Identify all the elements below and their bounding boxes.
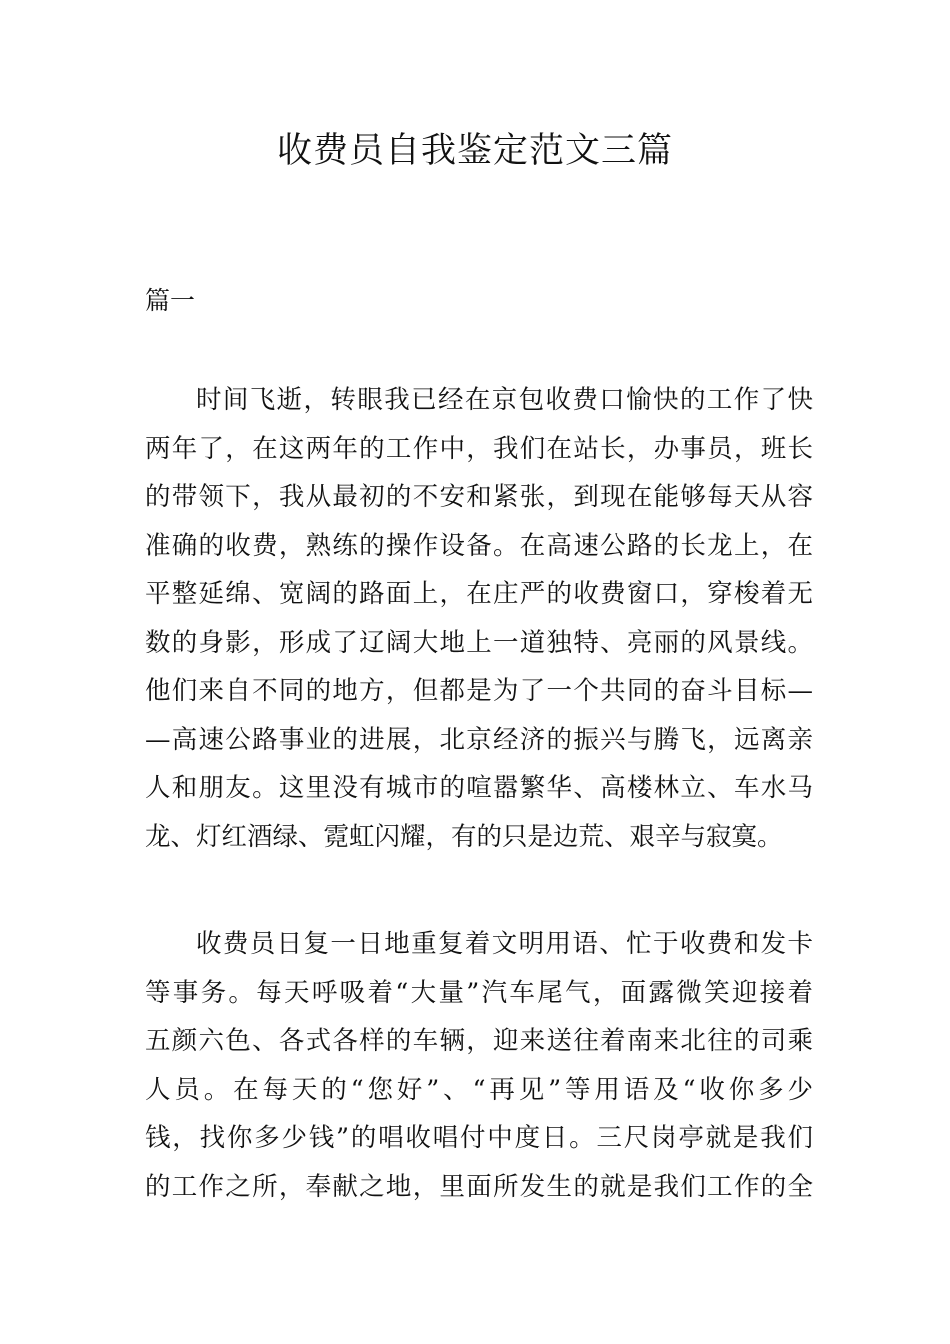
paragraph-line: 收费员日复一日地重复着文明用语、忙于收费和发卡 (196, 929, 813, 959)
section-heading: 篇一 (145, 286, 196, 315)
paragraph-line: 他们来自不同的地方，但都是为了一个共同的奋斗目标— (145, 676, 813, 706)
paragraph-line: 准确的收费，熟练的操作设备。在高速公路的长龙上，在 (145, 530, 813, 561)
paragraph-line: 五颜六色、各式各样的车辆，迎来送往着南来北往的司乘 (145, 1026, 813, 1056)
paragraph-line: —高速公路事业的进展，北京经济的振兴与腾飞，远离亲 (145, 724, 813, 755)
paragraph-line: 数的身影，形成了辽阔大地上一道独特、亮丽的风景线。 (145, 627, 813, 658)
paragraph-line: 平整延绵、宽阔的路面上，在庄严的收费窗口，穿梭着无 (145, 579, 813, 609)
document-title: 收费员自我鉴定范文三篇 (276, 131, 673, 171)
paragraph-1 (145, 376, 813, 861)
paragraph-line: 等事务。每天呼吸着“大量”汽车尾气，面露微笑迎接着 (145, 977, 813, 1008)
paragraph-line: 的工作之所，奉献之地，里面所发生的就是我们工作的全 (145, 1171, 813, 1202)
paragraph-line: 两年了，在这两年的工作中，我们在站长，办事员，班长 (145, 433, 813, 464)
paragraph-line: 人员。在每天的“您好”、“再见”等用语及“收你多少 (145, 1074, 813, 1105)
paragraph-line: 钱，找你多少钱”的唱收唱付中度日。三尺岗亭就是我们 (145, 1123, 813, 1153)
paragraph-line: 龙、灯红酒绿、霓虹闪耀，有的只是边荒、艰辛与寂寞。 (145, 821, 783, 852)
paragraph-line: 人和朋友。这里没有城市的喧嚣繁华、高楼林立、车水马 (145, 773, 813, 803)
paragraph-line: 的带领下，我从最初的不安和紧张，到现在能够每天从容 (145, 482, 813, 512)
paragraph-line: 时间飞逝，转眼我已经在京包收费口愉快的工作了快 (196, 385, 813, 415)
paragraph-2 (145, 920, 813, 1211)
